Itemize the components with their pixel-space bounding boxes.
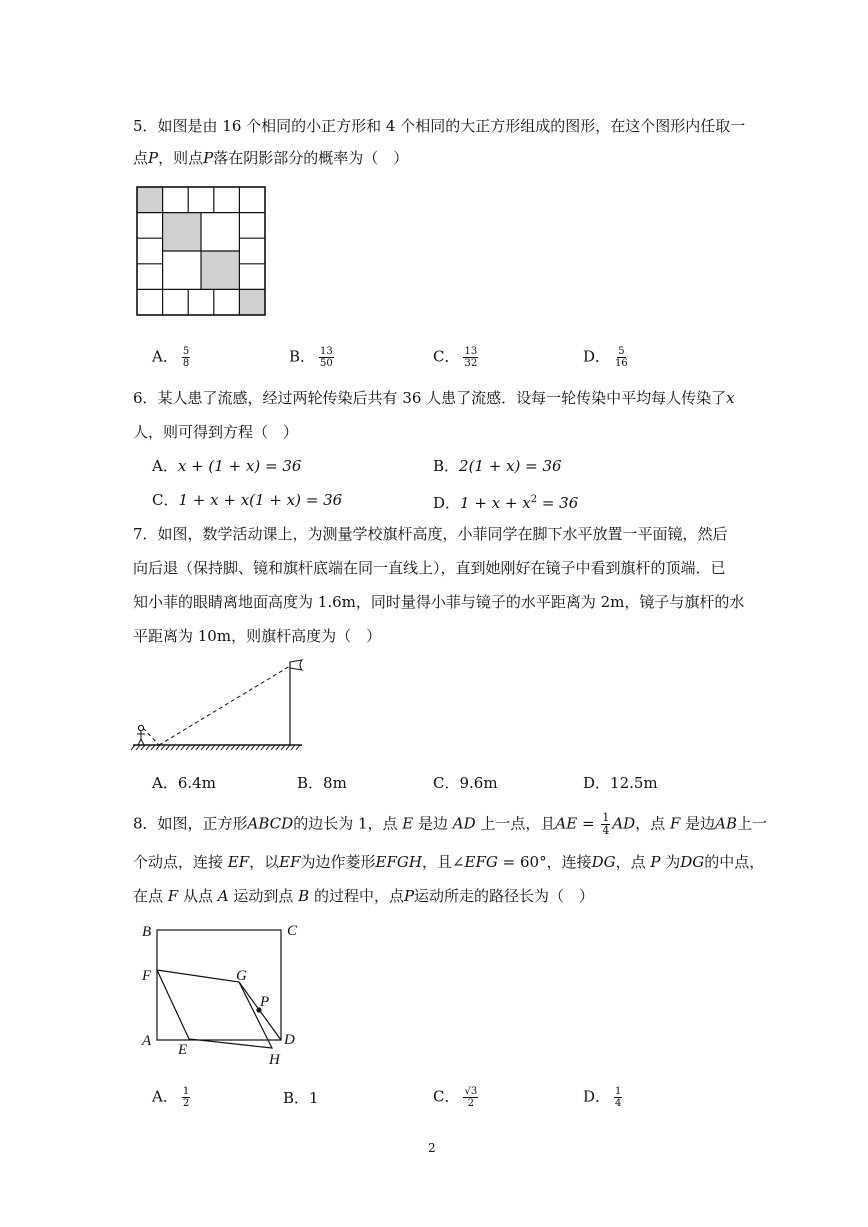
q8-line-2: 个动点，连接 EF，以EF为边作菱形EFGH，且∠EFG = 60°，连接DG，点 P 为DG的中点， [133,853,765,871]
shaded-small-square-bottom-right [239,289,265,315]
q6-option-d[interactable]: D．$1 + x + x^2 = 36$ [433,494,579,512]
rhombus-efgh [157,970,272,1048]
shaded-large-square-1 [163,213,201,251]
q7-option-c[interactable]: C．9.6m [433,774,498,792]
q8-option-b[interactable]: B．1 [283,1089,319,1107]
label-c: C [287,923,298,939]
q7-line-4: 平距离为 10m，则旗杆高度为（ ） [133,627,382,645]
q8-option-d[interactable]: D． $\frac{1}{4}$ [583,1086,622,1109]
q7-line-3: 知小菲的眼睛离地面高度为 1.6m，同时量得小菲与镜子的水平距离为 2m，镜子与旗杆的水 [133,593,745,611]
q7-option-a[interactable]: A．6.4m [152,774,216,792]
q6-line-1: 6．某人患了流感，经过两轮传染后共有 36 人患了流感．设每一轮传染中平均每人传染了x [133,389,735,407]
q6-option-b[interactable]: B．2(1 + x) = 36 [433,457,562,475]
q5-option-d[interactable]: D． $\frac{5}{16}$ [583,346,628,369]
page-number: 2 [428,1141,436,1155]
q6-option-a[interactable]: A．x + (1 + x) = 36 [152,457,302,475]
q7-line-2: 向后退（保持脚、镜和旗杆底端在同一直线上），直到她刚好在镜子中看到旗杆的顶端．已 [133,559,726,577]
q5-option-b[interactable]: B． $\frac{13}{50}$ [289,346,333,369]
q7-flagpole-figure [130,656,310,756]
q5-option-a[interactable]: A． $\frac{5}{8}$ [152,346,190,369]
shaded-large-square-2 [201,251,239,289]
label-g: G [236,968,247,984]
q7-option-d[interactable]: D．12.5m [583,774,658,792]
label-p: P [260,994,270,1010]
q8-geometry-figure [138,918,308,1068]
q5-grid-figure [136,186,268,318]
q6-line-2: 人，则可得到方程（ ） [133,423,299,441]
q6-option-c[interactable]: C．1 + x + x(1 + x) = 36 [152,491,343,509]
q8-line-1: 8．如图，正方形ABCD的边长为 1，点 E 是边 AD 上一点，且AE = $\frac{1}{4}$ AD，点 F 是边AB上一 [133,811,768,837]
label-e: E [178,1042,188,1058]
q7-line-1: 7．如图，数学活动课上，为测量学校旗杆高度，小菲同学在脚下水平放置一平面镜，然后 [133,525,728,543]
q7-option-b[interactable]: B．8m [297,774,347,792]
flag [290,660,302,670]
q5-line-1: 5．如图是由 16 个相同的小正方形和 4 个相同的大正方形组成的图形，在这个图形内任取一 [133,117,746,135]
label-a: A [142,1033,152,1049]
q8-option-c[interactable]: C． $\frac{√3}{2}$ [433,1086,478,1109]
q5-option-c[interactable]: C． $\frac{13}{32}$ [433,346,478,369]
q8-option-a[interactable]: A． $\frac{1}{2}$ [152,1086,190,1109]
q5-line-2: 点P，则点P落在阴影部分的概率为（ ） [133,149,409,167]
label-d: D [284,1032,295,1048]
label-h: H [269,1052,280,1068]
shaded-small-square-top-left [137,187,163,213]
label-f: F [142,968,152,984]
label-b: B [142,924,152,940]
square-abcd [157,930,281,1040]
q8-line-3: 在点 F 从点 A 运动到点 B 的过程中，点P运动所走的路径长为（ ） [133,887,595,905]
